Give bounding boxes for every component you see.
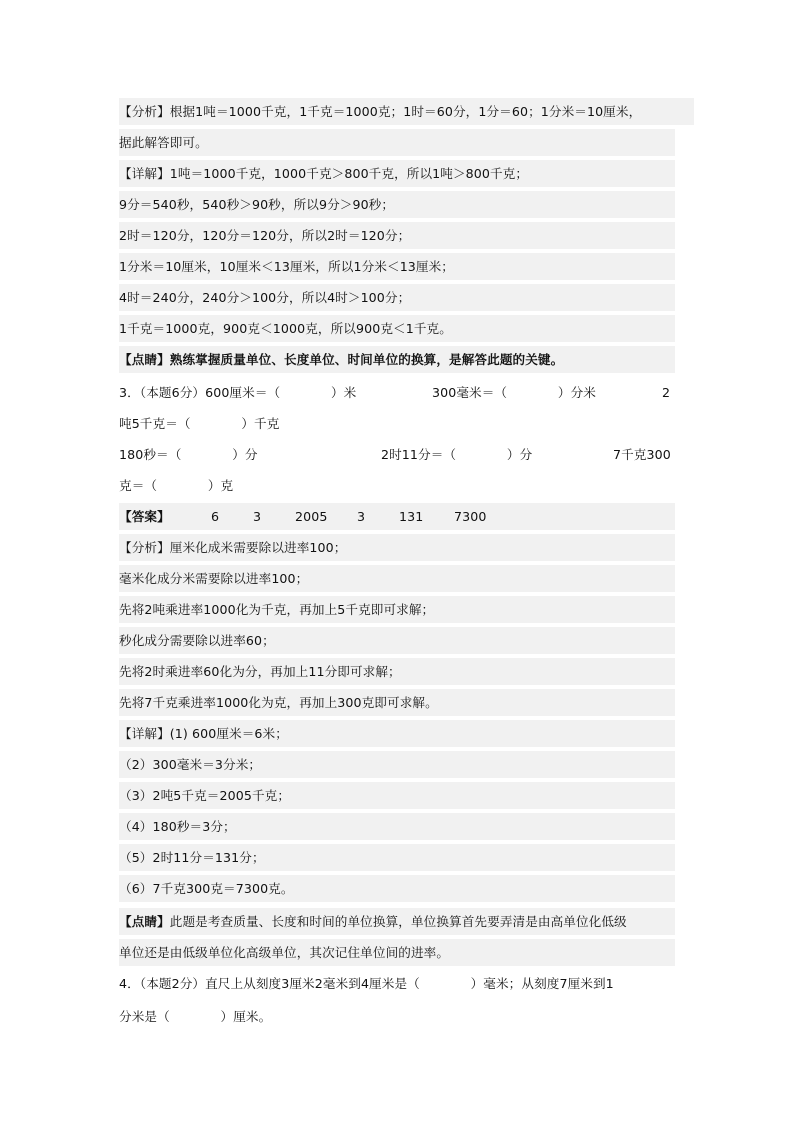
q3-item-1: 3．（本题6分）600厘米＝（ ）米 bbox=[119, 385, 357, 400]
q3-analysis-line: 先将7千克乘进率1000化为克，再加上300克即可求解。 bbox=[119, 689, 675, 716]
q2-detail-line: 1千克＝1000克，900克＜1000克，所以900克＜1千克。 bbox=[119, 315, 675, 342]
q2-detail-line: 2时＝120分，120分＝120分，所以2时＝120分； bbox=[119, 222, 675, 249]
answer-label: 【答案】 bbox=[119, 509, 170, 524]
q3-item-3-start: 2 bbox=[662, 385, 671, 400]
q3-comment-line-1 bbox=[119, 908, 675, 935]
q3-question-row-2: 吨5千克＝（ ）千克 bbox=[119, 416, 280, 431]
q3-question-row-4: 克＝（ ）克 bbox=[119, 478, 234, 493]
comment-text: 熟练掌握质量单位、长度单位、时间单位的换算，是解答此题的关键。 bbox=[169, 352, 564, 367]
q3-item-5: 2时11分＝（ ）分 bbox=[381, 447, 533, 462]
answer-value: 2005 bbox=[295, 509, 328, 524]
answer-value: 7300 bbox=[454, 509, 487, 524]
q4-question-line-2: 分米是（ ）厘米。 bbox=[119, 1009, 272, 1024]
q3-analysis-line: 【分析】厘米化成米需要除以进率100； bbox=[119, 534, 675, 561]
q3-item-4: 180秒＝（ ）分 bbox=[119, 447, 258, 462]
comment-text: 此题是考查质量、长度和时间的单位换算，单位换算首先要弄清是由高单位化低级 bbox=[169, 914, 627, 929]
q2-detail-line: 9分＝540秒，540秒＞90秒，所以9分＞90秒； bbox=[119, 191, 675, 218]
q3-analysis-line: 毫米化成分米需要除以进率100； bbox=[119, 565, 675, 592]
q4-question-line-1: 4．（本题2分）直尺上从刻度3厘米2毫米到4厘米是（ ）毫米；从刻度7厘米到1 bbox=[119, 976, 614, 991]
q3-comment-line-2: 单位还是由低级单位化高级单位，其次记住单位间的进率。 bbox=[119, 939, 675, 966]
q3-question-row-1 bbox=[119, 379, 675, 406]
q2-analysis-line-1: 【分析】根据1吨＝1000千克，1千克＝1000克；1时＝60分，1分＝60；1分米＝10厘米， bbox=[119, 98, 694, 125]
q2-analysis-line-2: 据此解答即可。 bbox=[119, 129, 675, 156]
q3-question-row-3 bbox=[119, 441, 675, 468]
q3-detail-line: （2）300毫米＝3分米； bbox=[119, 751, 675, 778]
q3-analysis-line: 先将2吨乘进率1000化为千克，再加上5千克即可求解； bbox=[119, 596, 675, 623]
q3-detail-line: 【详解】(1) 600厘米＝6米； bbox=[119, 720, 675, 747]
answer-value: 6 bbox=[211, 509, 220, 524]
q3-detail-line: （6）7千克300克＝7300克。 bbox=[119, 875, 675, 902]
answer-value: 3 bbox=[253, 509, 262, 524]
comment-label: 【点睛】 bbox=[119, 352, 170, 367]
answer-value: 131 bbox=[399, 509, 424, 524]
comment-label: 【点睛】 bbox=[119, 914, 170, 929]
q3-detail-line: （5）2时11分＝131分； bbox=[119, 844, 675, 871]
q3-detail-line: （4）180秒＝3分； bbox=[119, 813, 675, 840]
q2-detail-line: 4时＝240分，240分＞100分，所以4时＞100分； bbox=[119, 284, 675, 311]
q2-comment bbox=[119, 346, 675, 373]
q2-detail-line: 1分米＝10厘米，10厘米＜13厘米，所以1分米＜13厘米； bbox=[119, 253, 675, 280]
q3-item-2: 300毫米＝（ ）分米 bbox=[432, 385, 596, 400]
q3-answer-row bbox=[119, 503, 675, 530]
q3-analysis-line: 秒化成分需要除以进率60； bbox=[119, 627, 675, 654]
q3-detail-line: （3）2吨5千克＝2005千克； bbox=[119, 782, 675, 809]
answer-value: 3 bbox=[357, 509, 366, 524]
q3-item-6-start: 7千克300 bbox=[613, 447, 671, 462]
q3-analysis-line: 先将2时乘进率60化为分，再加上11分即可求解； bbox=[119, 658, 675, 685]
q2-detail-line: 【详解】1吨＝1000千克，1000千克＞800千克，所以1吨＞800千克； bbox=[119, 160, 675, 187]
